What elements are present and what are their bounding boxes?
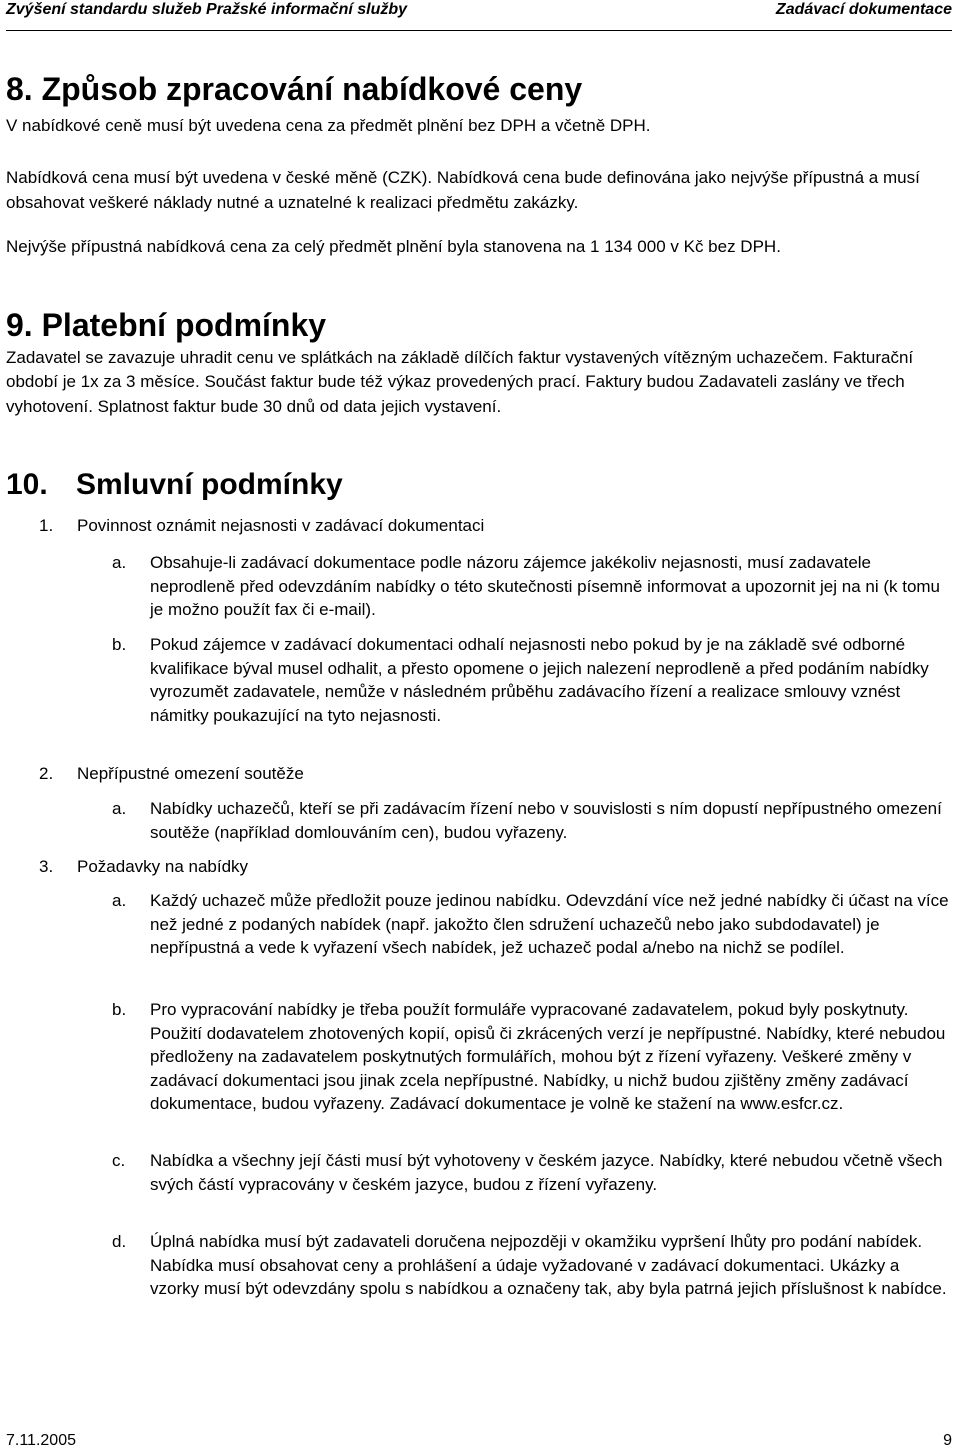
sub-item-letter: b. — [112, 635, 127, 654]
sub-item-letter: c. — [112, 1151, 126, 1170]
sub-item-letter: a. — [112, 799, 127, 818]
section-9-heading: 9. Platební podmínky — [6, 307, 327, 343]
section-8-paragraph-1: V nabídkové ceně musí být uvedena cena za předmět plnění bez DPH a včetně DPH. — [6, 116, 651, 135]
section-8-paragraph-2: Nabídková cena musí být uvedena v české měně (CZK). Nabídková cena bude definována jako nejvýše přípustná a musí obsahovat veškeré náklady nutné a uznatelné k realizaci předmětu zakázky. — [6, 168, 920, 212]
list-item-title: Povinnost oznámit nejasnosti v zadávací dokumentaci — [77, 516, 485, 535]
list-item-number: 2. — [39, 764, 54, 783]
list-item-title: Nepřípustné omezení soutěže — [77, 764, 304, 783]
list-item-number: 3. — [39, 857, 54, 876]
sub-item-text: Obsahuje-li zadávací dokumentace podle názoru zájemce jakékoliv nejasnosti, musí zadavatele neprodleně před odevzdáním nabídky o této skutečnosti písemně informovat a upozornit jej na ni (k tomu je možno použít fax či e-mail). — [150, 553, 941, 620]
footer-date: 7.11.2005 — [6, 1432, 76, 1449]
sub-item-text: Pro vypracování nabídky je třeba použít formuláře vypracované zadavatelem, pokud byly poskytnuty. Použití dodavatelem zhotovených kopií, opisů či zkrácených verzí je nepřípustné. Nabídky, které nebudou předloženy na zadavatelem poskytnutých formulářích, mohou být z řízení vyřazeny. Veškeré změny v zadávací dokumentaci jsou jinak zcela nepřípustné. Nabídky, u nichž budou zjištěny změny zadávací dokumentace, budou vyřazeny. Zadávací dokumentace je volně ke stažení na www.esfcr.cz. — [150, 1000, 946, 1114]
sub-item-text: Nabídka a všechny její části musí být vyhotoveny v českém jazyce. Nabídky, které nebudou včetně všech svých částí vypracovány v českém jazyce, budou z řízení vyřazeny. — [150, 1151, 943, 1194]
list-item-number: 1. — [39, 516, 54, 535]
header-document-type: Zadávací dokumentace — [775, 1, 952, 18]
sub-item-text: Každý uchazeč může předložit pouze jedinou nabídku. Odevzdání více než jedné nabídky či účast na více než jedné z podaných nabídek (např. jakožto člen sdružení uchazečů nebo jako subdodavatel) je nepřípustná a vede k vyřazení všech nabídek, jež uchazeč podal a/nebo na nichž se podílel. — [150, 891, 949, 958]
sub-item-letter: a. — [112, 553, 127, 572]
sub-item-letter: a. — [112, 891, 127, 910]
page-number: 9 — [943, 1432, 952, 1449]
section-10-title: Smluvní podmínky — [76, 468, 343, 501]
section-10-heading — [6, 467, 343, 503]
sub-item-text: Nabídky uchazečů, kteří se při zadávacím řízení nebo v souvislosti s ním dopustí nepřípustného omezení soutěže (například domlouváním cen), budou vyřazeny. — [150, 799, 942, 842]
page-header — [6, 0, 952, 31]
sub-item-text: Úplná nabídka musí být zadavateli doručena nejpozději v okamžiku vypršení lhůty pro podání nabídek. Nabídka musí obsahovat ceny a prohlášení a údaje vyžadované v zadávací dokumentaci. Ukázky a vzorky musí být odevzdány spolu s nabídkou a označeny tak, aby byla patrná jejich příslušnost k nabídce. — [150, 1232, 947, 1299]
section-8-paragraph-3: Nejvýše přípustná nabídková cena za celý předmět plnění byla stanovena na 1 134 000 v Kč bez DPH. — [6, 237, 781, 256]
sub-item-text: Pokud zájemce v zadávací dokumentaci odhalí nejasnosti nebo pokud by je na základě své odborné kvalifikace býval musel odhalit, a přesto opomene o jejich nalezení neprodleně a před podáním nabídky vyrozumět zadavatele, nemůže v následném průběhu zadávacího řízení a realizace smlouvy vznést námitky poukazující na tyto nejasnosti. — [150, 635, 929, 725]
section-8-heading: 8. Způsob zpracování nabídkové ceny — [6, 71, 583, 107]
list-item-title: Požadavky na nabídky — [77, 857, 249, 876]
header-title: Zvýšení standardu služeb Pražské informační služby — [6, 1, 408, 18]
section-10-number: 10. — [6, 468, 48, 501]
sub-item-letter: b. — [112, 1000, 127, 1019]
section-9-paragraph: Zadavatel se zavazuje uhradit cenu ve splátkách na základě dílčích faktur vystavených vítězným uchazečem. Fakturační období je 1x za 3 měsíce. Součást faktur bude též výkaz provedených prací. Faktury budou Zadavateli zaslány ve třech vyhotovení. Splatnost faktur bude 30 dnů od data jejich vystavení. — [6, 348, 914, 416]
sub-item-letter: d. — [112, 1232, 127, 1251]
